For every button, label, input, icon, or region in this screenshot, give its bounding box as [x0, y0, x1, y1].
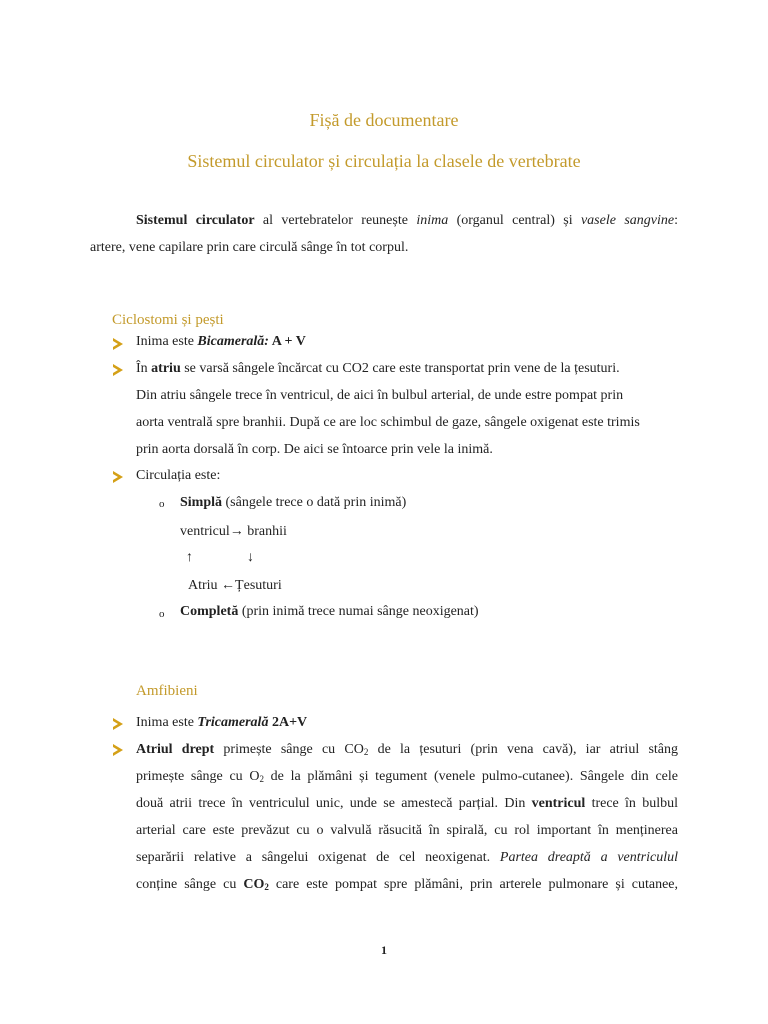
- amphibian-para-line-2: primește sânge cu $O_2$ de la plămâni și tegument (venele pulmo-cutanee). Sângele din cele: [136, 769, 678, 784]
- section-heading-amfibieni: Amfibieni: [136, 683, 198, 699]
- bullet-atrium-line-1: În atriu se varsă sângele încărcat cu CO2 care este transportat prin vene de la țesuturi.: [136, 361, 620, 376]
- arrowhead-bullet-icon: [113, 471, 123, 483]
- flow-bottom-line: Atriu ←Țesuturi: [188, 578, 282, 593]
- bullet-atrium-line-3: aorta ventrală spre branhii. După ce are loc schimbul de gaze, sângele oxigenat este trimis: [136, 415, 640, 430]
- bullet-atrium-line-2: Din atriu sângele trece în ventricul, de aici în bulbul arterial, de unde estre pompat prin: [136, 388, 624, 403]
- page-title: Fișă de documentare: [309, 110, 459, 130]
- arrowhead-bullet-icon: [113, 718, 123, 730]
- amphibian-para-line-1: Atriul drept primește sânge cu $CO_2$ de la țesuturi (prin vena cavă), iar atriul stâng: [136, 742, 678, 757]
- circle-bullet-icon: o: [159, 608, 165, 620]
- arrowhead-bullet-icon: [113, 744, 123, 756]
- sub-bullet-complete: Completă (prin inimă trece numai sânge neoxigenat): [180, 604, 479, 619]
- section-heading-ciclostomi: Ciclostomi și pești: [112, 312, 224, 328]
- sub-bullet-simple: Simplă (sângele trece o dată prin inimă): [180, 495, 407, 510]
- amphibian-para-line-6: conține sânge cu $CO_2$ care este pompat spre plămâni, prin arterele pulmonare și cutanee,: [136, 877, 678, 892]
- intro-term: Sistemul circulator: [136, 213, 255, 228]
- intro-line-1: Sistemul circulator al vertebratelor reunește inima (organul central) și vasele sangvine:: [136, 213, 678, 228]
- arrowhead-bullet-icon: [113, 364, 123, 376]
- intro-line-2: artere, vene capilare prin care circulă sânge în tot corpul.: [90, 240, 409, 255]
- arrowhead-bullet-icon: [113, 338, 123, 350]
- flow-down-arrow: ↓: [247, 550, 254, 565]
- page-subtitle: Sistemul circulator și circulația la clasele de vertebrate: [187, 151, 581, 171]
- bullet-atrium-line-4: prin aorta dorsală în corp. De aici se întoarce prin vele la inimă.: [136, 442, 493, 457]
- bullet-heart-type: Inima este Bicamerală: A + V: [136, 334, 306, 349]
- bullet-circulation: Circulația este:: [136, 468, 221, 483]
- circle-bullet-icon: o: [159, 498, 165, 510]
- flow-top-line: ventricul→ branhii: [180, 524, 287, 539]
- page-number: 1: [381, 943, 387, 957]
- flow-up-arrow: ↑: [186, 550, 193, 565]
- amphibian-para-line-5: separării relative a sângelui oxigenat de cel neoxigenat. Partea dreaptă a ventriculul: [136, 850, 678, 865]
- amphibian-para-line-3: două atrii trece în ventriculul unic, unde se amestecă parțial. Din ventricul trece în bulbul: [136, 796, 678, 811]
- amphibian-para-line-4: arterial care este prevăzut cu o valvulă răsucită în spirală, cu rol important în menținerea: [136, 823, 678, 838]
- bullet-heart-type-amphibians: Inima este Tricamerală 2A+V: [136, 715, 308, 730]
